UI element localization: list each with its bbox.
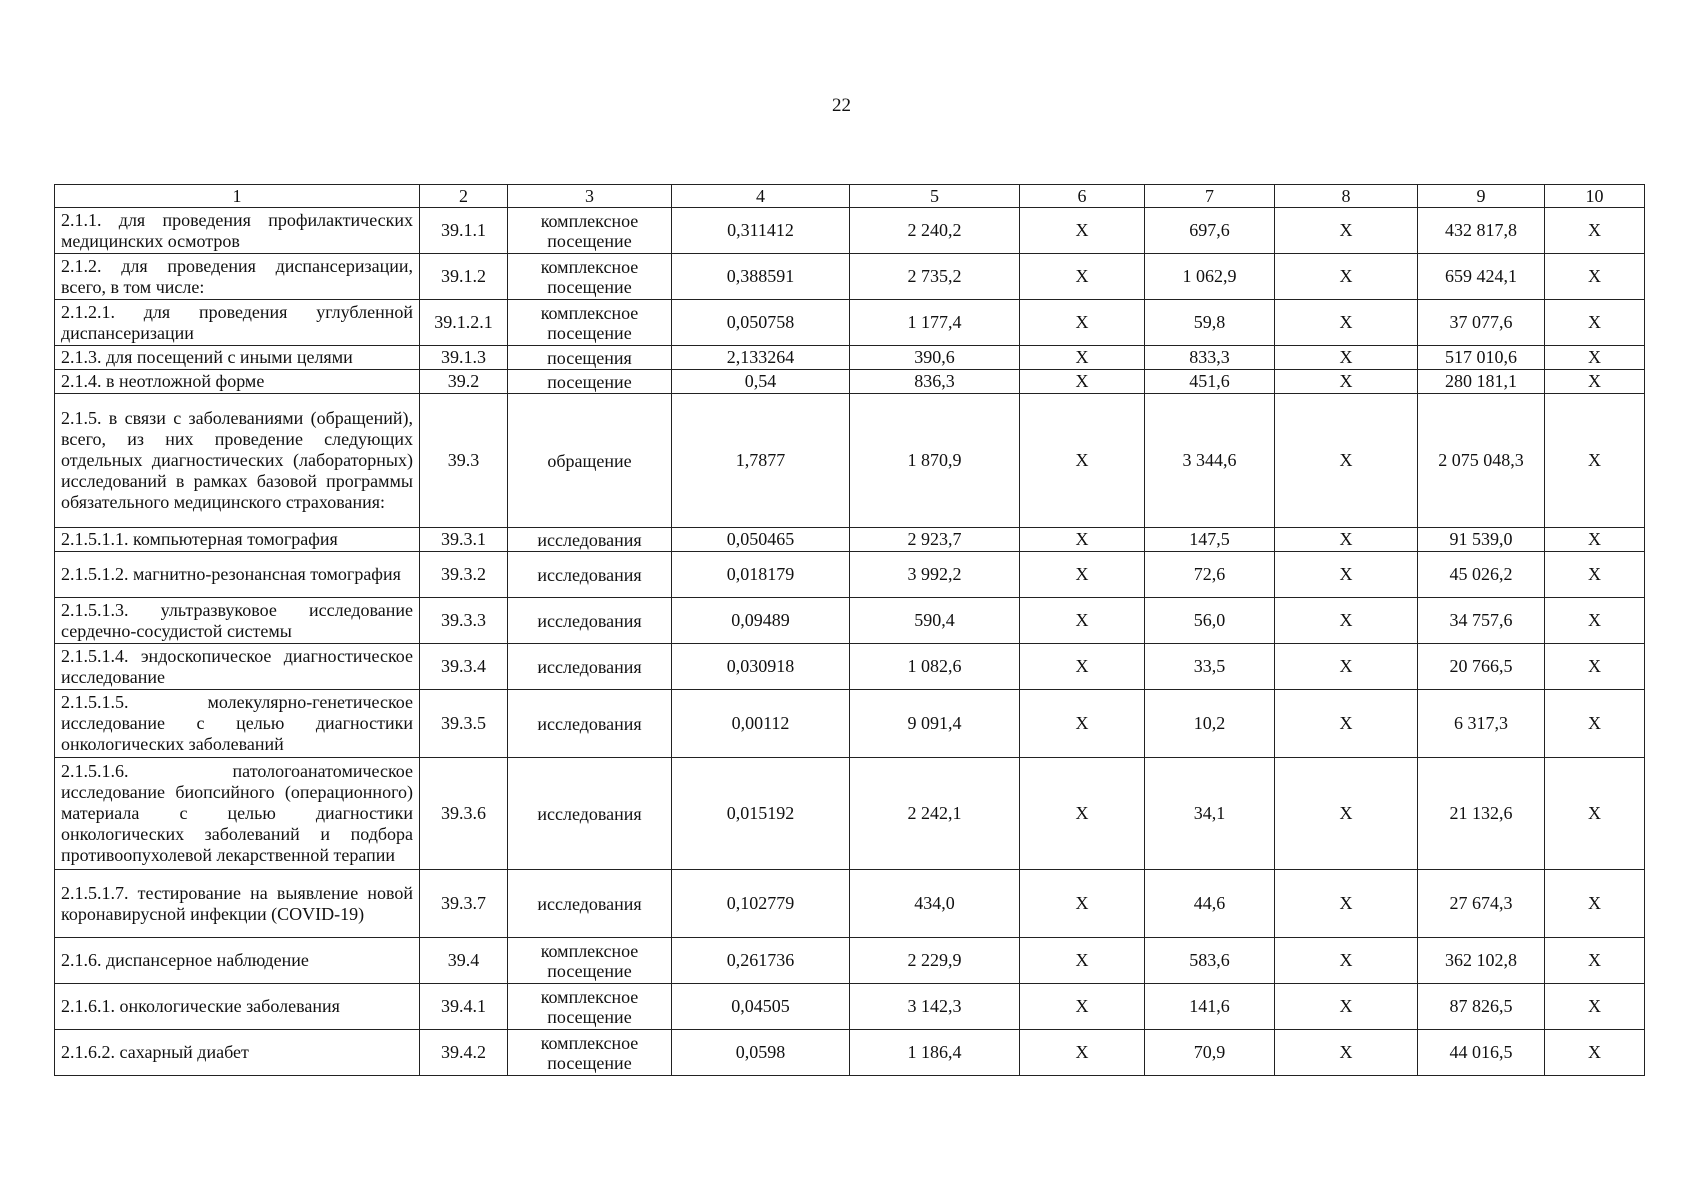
row-col8-cell: Х	[1275, 598, 1418, 644]
table-row	[55, 370, 1645, 394]
row-col6-cell: Х	[1020, 644, 1145, 690]
row-col7-cell: 33,5	[1145, 644, 1275, 690]
row-col5-cell: 390,6	[850, 346, 1020, 370]
row-col6-cell: Х	[1020, 938, 1145, 984]
row-name-cell: 2.1.5.1.7. тестирование на выявление новой коронавирусной инфекции (COVID-19)	[55, 870, 420, 938]
row-col6-cell: Х	[1020, 690, 1145, 758]
column-header: 8	[1275, 185, 1418, 208]
table-row	[55, 552, 1645, 598]
row-unit-cell: комплексное посещение	[508, 300, 672, 346]
row-name-cell: 2.1.4. в неотложной форме	[55, 370, 420, 394]
row-unit-cell: комплексное посещение	[508, 984, 672, 1030]
row-code-cell: 39.3.1	[420, 528, 508, 552]
row-name-cell: 2.1.2. для проведения диспансеризации, всего, в том числе:	[55, 254, 420, 300]
row-col10-cell: Х	[1545, 758, 1645, 870]
row-code-cell: 39.1.1	[420, 208, 508, 254]
row-name-cell: 2.1.5.1.2. магнитно-резонансная томография	[55, 552, 420, 598]
column-header: 4	[672, 185, 850, 208]
row-col5-cell: 9 091,4	[850, 690, 1020, 758]
column-header: 2	[420, 185, 508, 208]
row-col8-cell: Х	[1275, 300, 1418, 346]
row-col9-cell: 6 317,3	[1418, 690, 1545, 758]
row-col10-cell: Х	[1545, 346, 1645, 370]
row-col10-cell: Х	[1545, 984, 1645, 1030]
row-col4-cell: 0,0598	[672, 1030, 850, 1076]
row-col6-cell: Х	[1020, 552, 1145, 598]
row-col4-cell: 0,030918	[672, 644, 850, 690]
row-unit-cell: комплексное посещение	[508, 1030, 672, 1076]
data-table	[54, 184, 1645, 1076]
row-col8-cell: Х	[1275, 1030, 1418, 1076]
row-code-cell: 39.4.1	[420, 984, 508, 1030]
row-col7-cell: 10,2	[1145, 690, 1275, 758]
row-col5-cell: 434,0	[850, 870, 1020, 938]
row-name-cell: 2.1.1. для проведения профилактических медицинских осмотров	[55, 208, 420, 254]
row-col4-cell: 1,7877	[672, 394, 850, 528]
row-col6-cell: Х	[1020, 984, 1145, 1030]
table-row	[55, 346, 1645, 370]
row-col4-cell: 0,00112	[672, 690, 850, 758]
row-col7-cell: 59,8	[1145, 300, 1275, 346]
row-col5-cell: 1 870,9	[850, 394, 1020, 528]
row-col4-cell: 0,015192	[672, 758, 850, 870]
row-col7-cell: 44,6	[1145, 870, 1275, 938]
table-row	[55, 300, 1645, 346]
row-code-cell: 39.3	[420, 394, 508, 528]
table-row	[55, 394, 1645, 528]
page-number: 22	[832, 95, 851, 116]
column-header: 3	[508, 185, 672, 208]
row-name-cell: 2.1.5.1.5. молекулярно-генетическое исследование с целью диагностики онкологических заболеваний	[55, 690, 420, 758]
row-col6-cell: Х	[1020, 394, 1145, 528]
row-code-cell: 39.3.7	[420, 870, 508, 938]
column-header: 9	[1418, 185, 1545, 208]
row-col4-cell: 0,050758	[672, 300, 850, 346]
row-col4-cell: 0,09489	[672, 598, 850, 644]
column-header: 10	[1545, 185, 1645, 208]
row-code-cell: 39.3.3	[420, 598, 508, 644]
row-col5-cell: 2 240,2	[850, 208, 1020, 254]
row-col5-cell: 1 186,4	[850, 1030, 1020, 1076]
row-name-cell: 2.1.2.1. для проведения углубленной диспансеризации	[55, 300, 420, 346]
row-col7-cell: 583,6	[1145, 938, 1275, 984]
row-unit-cell: исследования	[508, 552, 672, 598]
row-col8-cell: Х	[1275, 208, 1418, 254]
row-col8-cell: Х	[1275, 984, 1418, 1030]
row-col9-cell: 27 674,3	[1418, 870, 1545, 938]
row-col6-cell: Х	[1020, 254, 1145, 300]
row-col7-cell: 56,0	[1145, 598, 1275, 644]
row-code-cell: 39.3.5	[420, 690, 508, 758]
row-col9-cell: 44 016,5	[1418, 1030, 1545, 1076]
row-name-cell: 2.1.6.2. сахарный диабет	[55, 1030, 420, 1076]
row-col4-cell: 0,102779	[672, 870, 850, 938]
row-col10-cell: Х	[1545, 370, 1645, 394]
row-unit-cell: исследования	[508, 528, 672, 552]
row-code-cell: 39.1.2.1	[420, 300, 508, 346]
row-col9-cell: 21 132,6	[1418, 758, 1545, 870]
row-col8-cell: Х	[1275, 758, 1418, 870]
row-col10-cell: Х	[1545, 300, 1645, 346]
row-col6-cell: Х	[1020, 346, 1145, 370]
row-col10-cell: Х	[1545, 528, 1645, 552]
row-col7-cell: 70,9	[1145, 1030, 1275, 1076]
row-unit-cell: исследования	[508, 690, 672, 758]
row-unit-cell: комплексное посещение	[508, 938, 672, 984]
row-col5-cell: 590,4	[850, 598, 1020, 644]
row-code-cell: 39.1.3	[420, 346, 508, 370]
row-unit-cell: посещения	[508, 346, 672, 370]
row-col5-cell: 2 923,7	[850, 528, 1020, 552]
row-col8-cell: Х	[1275, 552, 1418, 598]
row-col10-cell: Х	[1545, 394, 1645, 528]
row-col8-cell: Х	[1275, 528, 1418, 552]
row-name-cell: 2.1.5. в связи с заболеваниями (обращений), всего, из них проведение следующих отдельных диагностических (лабораторных) исследований в рамках базовой программы обязательного медицинского страхования:	[55, 394, 420, 528]
row-col9-cell: 37 077,6	[1418, 300, 1545, 346]
row-col7-cell: 147,5	[1145, 528, 1275, 552]
row-col9-cell: 280 181,1	[1418, 370, 1545, 394]
row-unit-cell: исследования	[508, 758, 672, 870]
row-unit-cell: исследования	[508, 870, 672, 938]
row-col8-cell: Х	[1275, 370, 1418, 394]
row-unit-cell: посещение	[508, 370, 672, 394]
row-col7-cell: 3 344,6	[1145, 394, 1275, 528]
row-col5-cell: 836,3	[850, 370, 1020, 394]
table-body	[55, 208, 1645, 1076]
row-col9-cell: 34 757,6	[1418, 598, 1545, 644]
row-name-cell: 2.1.5.1.3. ультразвуковое исследование сердечно-сосудистой системы	[55, 598, 420, 644]
row-unit-cell: исследования	[508, 644, 672, 690]
row-col10-cell: Х	[1545, 870, 1645, 938]
row-col4-cell: 0,04505	[672, 984, 850, 1030]
column-header: 1	[55, 185, 420, 208]
row-col9-cell: 45 026,2	[1418, 552, 1545, 598]
row-col5-cell: 3 142,3	[850, 984, 1020, 1030]
column-header: 6	[1020, 185, 1145, 208]
row-col4-cell: 0,050465	[672, 528, 850, 552]
row-col5-cell: 2 735,2	[850, 254, 1020, 300]
table-row	[55, 938, 1645, 984]
row-col5-cell: 2 242,1	[850, 758, 1020, 870]
row-col6-cell: Х	[1020, 758, 1145, 870]
table-row	[55, 690, 1645, 758]
row-col6-cell: Х	[1020, 870, 1145, 938]
row-col7-cell: 1 062,9	[1145, 254, 1275, 300]
row-col9-cell: 432 817,8	[1418, 208, 1545, 254]
row-col9-cell: 87 826,5	[1418, 984, 1545, 1030]
row-code-cell: 39.2	[420, 370, 508, 394]
row-name-cell: 2.1.5.1.6. патологоанатомическое исследование биопсийного (операционного) материала с целью диагностики онкологических заболеваний и подбора противоопухолевой лекарственной терапии	[55, 758, 420, 870]
row-col10-cell: Х	[1545, 938, 1645, 984]
row-unit-cell: комплексное посещение	[508, 254, 672, 300]
row-col10-cell: Х	[1545, 690, 1645, 758]
table-row	[55, 758, 1645, 870]
row-col8-cell: Х	[1275, 644, 1418, 690]
row-code-cell: 39.1.2	[420, 254, 508, 300]
column-header: 5	[850, 185, 1020, 208]
row-col6-cell: Х	[1020, 1030, 1145, 1076]
row-col8-cell: Х	[1275, 870, 1418, 938]
row-col6-cell: Х	[1020, 370, 1145, 394]
row-col9-cell: 2 075 048,3	[1418, 394, 1545, 528]
row-col10-cell: Х	[1545, 598, 1645, 644]
row-code-cell: 39.4	[420, 938, 508, 984]
row-col6-cell: Х	[1020, 208, 1145, 254]
column-header: 7	[1145, 185, 1275, 208]
row-col10-cell: Х	[1545, 552, 1645, 598]
row-col7-cell: 697,6	[1145, 208, 1275, 254]
row-col8-cell: Х	[1275, 938, 1418, 984]
row-code-cell: 39.3.4	[420, 644, 508, 690]
header-row	[55, 185, 1645, 208]
row-col9-cell: 659 424,1	[1418, 254, 1545, 300]
row-col4-cell: 0,54	[672, 370, 850, 394]
row-col10-cell: Х	[1545, 1030, 1645, 1076]
row-code-cell: 39.4.2	[420, 1030, 508, 1076]
table-row	[55, 254, 1645, 300]
row-name-cell: 2.1.6.1. онкологические заболевания	[55, 984, 420, 1030]
row-col4-cell: 0,311412	[672, 208, 850, 254]
row-col9-cell: 91 539,0	[1418, 528, 1545, 552]
row-col8-cell: Х	[1275, 346, 1418, 370]
row-col5-cell: 2 229,9	[850, 938, 1020, 984]
table-row	[55, 984, 1645, 1030]
row-col10-cell: Х	[1545, 254, 1645, 300]
row-col7-cell: 451,6	[1145, 370, 1275, 394]
row-unit-cell: комплексное посещение	[508, 208, 672, 254]
row-col6-cell: Х	[1020, 598, 1145, 644]
row-col8-cell: Х	[1275, 254, 1418, 300]
row-col5-cell: 1 177,4	[850, 300, 1020, 346]
row-col10-cell: Х	[1545, 644, 1645, 690]
row-col4-cell: 2,133264	[672, 346, 850, 370]
row-col8-cell: Х	[1275, 690, 1418, 758]
row-code-cell: 39.3.6	[420, 758, 508, 870]
table-row	[55, 1030, 1645, 1076]
row-col9-cell: 20 766,5	[1418, 644, 1545, 690]
row-unit-cell: обращение	[508, 394, 672, 528]
row-col7-cell: 833,3	[1145, 346, 1275, 370]
table-row	[55, 598, 1645, 644]
table-row	[55, 208, 1645, 254]
row-col9-cell: 517 010,6	[1418, 346, 1545, 370]
row-col10-cell: Х	[1545, 208, 1645, 254]
table-row	[55, 644, 1645, 690]
row-name-cell: 2.1.3. для посещений с иными целями	[55, 346, 420, 370]
row-col7-cell: 141,6	[1145, 984, 1275, 1030]
row-col4-cell: 0,018179	[672, 552, 850, 598]
row-col5-cell: 1 082,6	[850, 644, 1020, 690]
row-name-cell: 2.1.5.1.4. эндоскопическое диагностическое исследование	[55, 644, 420, 690]
row-col6-cell: Х	[1020, 300, 1145, 346]
row-col8-cell: Х	[1275, 394, 1418, 528]
row-name-cell: 2.1.6. диспансерное наблюдение	[55, 938, 420, 984]
row-col4-cell: 0,388591	[672, 254, 850, 300]
table-row	[55, 870, 1645, 938]
row-col9-cell: 362 102,8	[1418, 938, 1545, 984]
row-col7-cell: 72,6	[1145, 552, 1275, 598]
row-code-cell: 39.3.2	[420, 552, 508, 598]
row-name-cell: 2.1.5.1.1. компьютерная томография	[55, 528, 420, 552]
row-col4-cell: 0,261736	[672, 938, 850, 984]
table-row	[55, 528, 1645, 552]
row-unit-cell: исследования	[508, 598, 672, 644]
row-col5-cell: 3 992,2	[850, 552, 1020, 598]
row-col7-cell: 34,1	[1145, 758, 1275, 870]
row-col6-cell: Х	[1020, 528, 1145, 552]
